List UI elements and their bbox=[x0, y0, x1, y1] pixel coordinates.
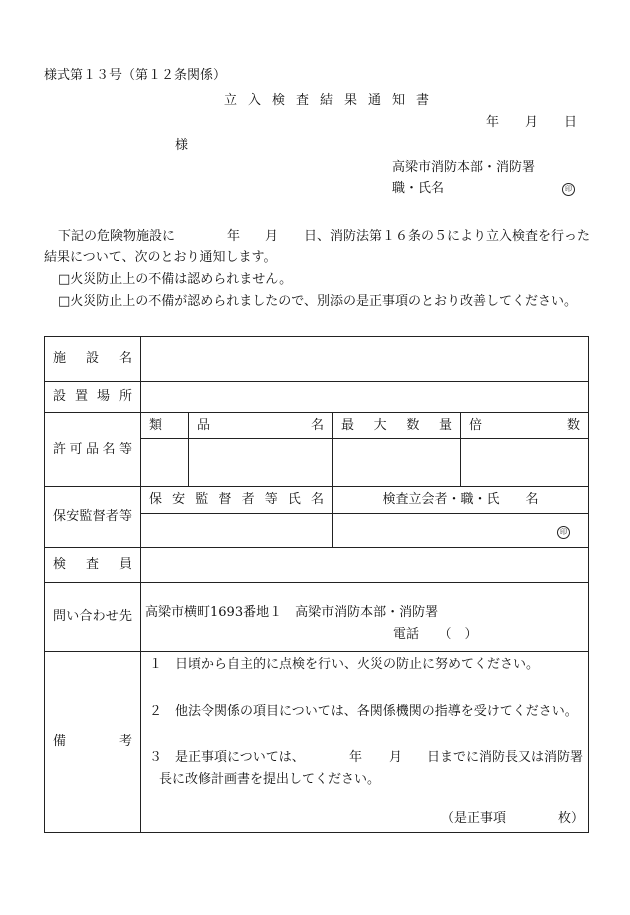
inspector-attendee-header: 検査立会者・職・氏 名 bbox=[333, 487, 589, 514]
col-item-name-header: 品名 bbox=[189, 413, 333, 439]
row-facility-name bbox=[45, 337, 589, 382]
item-name-field[interactable] bbox=[189, 439, 333, 487]
intro-part2: 日、消防法第１６条の５により立入検査を行った bbox=[304, 229, 591, 244]
remark-note-3-year: 年 bbox=[349, 750, 363, 765]
intro-month: 月 bbox=[265, 229, 279, 244]
col-max-quantity-header: 最大数量 bbox=[333, 413, 461, 439]
sender-organization: 高梁市消防本部・消防署 bbox=[392, 160, 536, 175]
inspector-field[interactable] bbox=[141, 548, 589, 583]
inspector-attendee-field[interactable] bbox=[333, 514, 589, 548]
option-no-deficiency: □火災防止上の不備は認められません。 bbox=[58, 272, 293, 287]
remark-note-3-line2: 長に改修計画書を提出してください。 bbox=[159, 772, 381, 787]
row-location bbox=[45, 382, 589, 413]
facility-name-field[interactable] bbox=[141, 337, 589, 382]
date-year-label: 年 bbox=[486, 115, 500, 130]
multiple-field[interactable] bbox=[461, 439, 589, 487]
corrections-count: （是正事項 枚） bbox=[441, 811, 585, 826]
attendee-seal-mark: 印 bbox=[557, 526, 570, 539]
col-kind-header: 類 bbox=[141, 413, 189, 439]
row-supervisor-header bbox=[45, 487, 589, 514]
row-contact bbox=[45, 583, 589, 652]
remark-note-3-month: 月 bbox=[389, 750, 403, 765]
col-multiple-header: 倍数 bbox=[461, 413, 589, 439]
kind-field[interactable] bbox=[141, 439, 189, 487]
date-day-label: 日 bbox=[564, 115, 578, 130]
seal-mark: 印 bbox=[562, 183, 575, 196]
intro-line2: 結果について、次のとおり通知します。 bbox=[44, 250, 277, 265]
location-label: 設置場所 bbox=[45, 382, 141, 413]
intro-part1: 下記の危険物施設に bbox=[58, 229, 176, 244]
contact-phone: 電話 （ ） bbox=[393, 627, 478, 642]
facility-name-label: 施設名 bbox=[45, 337, 141, 382]
max-quantity-field[interactable] bbox=[333, 439, 461, 487]
remark-note-2: ２ 他法令関係の項目については、各関係機関の指導を受けてください。 bbox=[149, 704, 578, 719]
row-remarks bbox=[45, 652, 589, 833]
location-field[interactable] bbox=[141, 382, 589, 413]
supervisor-label: 保安監督者等 bbox=[45, 487, 141, 548]
remark-note-3b: 日までに消防長又は消防署 bbox=[427, 750, 584, 765]
inspection-result-table bbox=[44, 336, 589, 833]
contact-info bbox=[141, 583, 589, 652]
permit-items-label: 許可品名等 bbox=[45, 413, 141, 487]
remark-note-1: １ 日頃から自主的に点検を行い、火災の防止に努めてください。 bbox=[149, 657, 540, 672]
form-number: 様式第１３号（第１２条関係） bbox=[44, 68, 227, 83]
contact-label: 問い合わせ先 bbox=[45, 583, 141, 652]
remarks-content bbox=[141, 652, 589, 833]
addressee-suffix: 様 bbox=[175, 138, 189, 153]
contact-address: 高梁市横町1693番地１ 高梁市消防本部・消防署 bbox=[145, 605, 439, 620]
row-inspector bbox=[45, 548, 589, 583]
remarks-label: 備考 bbox=[45, 652, 141, 833]
row-permit-header bbox=[45, 413, 589, 439]
option-deficiency-found: □火災防止上の不備が認められましたので、別添の是正事項のとおり改善してください。 bbox=[58, 294, 578, 309]
remark-note-3a: ３ 是正事項については、 bbox=[149, 750, 305, 765]
inspector-label: 検査員 bbox=[45, 548, 141, 583]
supervisor-name-header: 保安監督者等氏名 bbox=[141, 487, 333, 514]
supervisor-name-field[interactable] bbox=[141, 514, 333, 548]
sender-title-label: 職・氏名 bbox=[392, 181, 445, 196]
date-month-label: 月 bbox=[525, 115, 539, 130]
intro-year: 年 bbox=[227, 229, 241, 244]
document-title: 立入検査結果通知書 bbox=[224, 93, 441, 108]
